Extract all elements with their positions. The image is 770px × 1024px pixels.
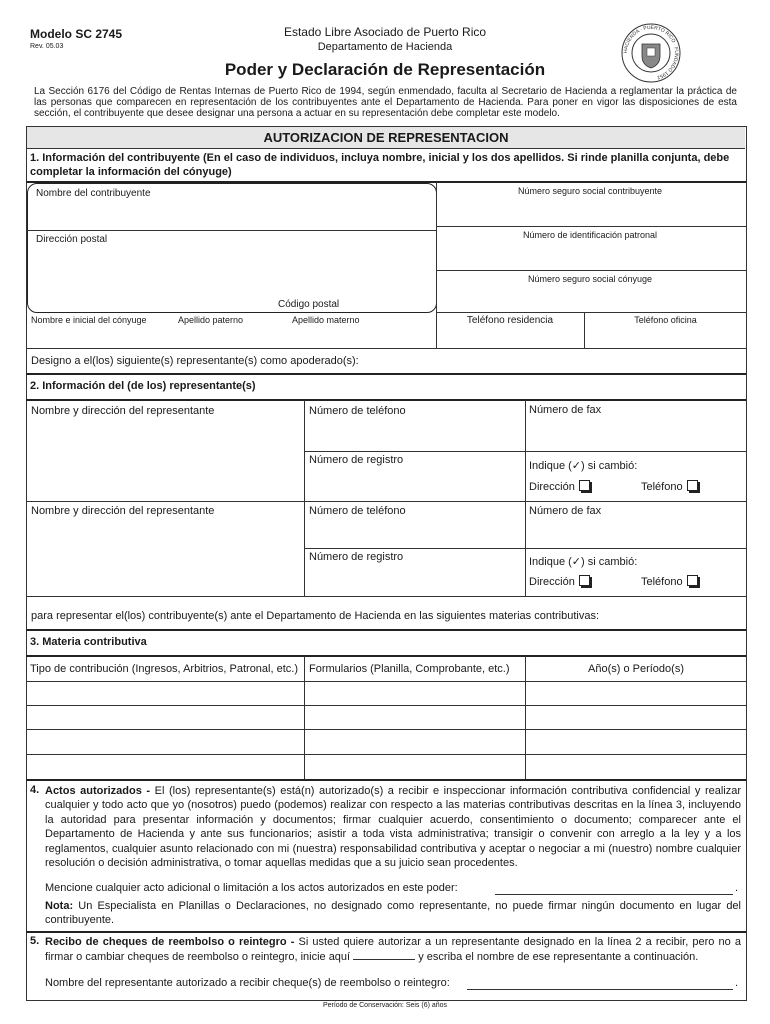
rep1-registration-label: Número de registro [309, 454, 404, 466]
rep1-name-address-field[interactable] [30, 420, 300, 498]
section-2-title: 2. Información del (de los) representante(s) [30, 380, 256, 392]
spouse-name-field[interactable] [30, 326, 430, 346]
refund-rep-name-label: Nombre del representante autorizado a recibir cheque(s) de reembolso o reintegro: [45, 977, 450, 989]
rep2-address-changed-label: Dirección [529, 576, 575, 588]
additional-acts-field[interactable] [495, 882, 733, 895]
office-phone-label: Teléfono oficina [634, 315, 697, 325]
note-label: Nota: [45, 900, 74, 912]
employer-id-label: Número de identificación patronal [522, 230, 658, 240]
section-5-heading: Recibo de cheques de reembolso o reintegro - [45, 936, 295, 948]
ssn-spouse-field[interactable] [440, 286, 740, 310]
designation-statement: Designo a el(los) siguiente(s) representante(s) como apoderado(s): [31, 355, 359, 367]
section-4-heading: Actos autorizados - [45, 785, 151, 797]
ssn-taxpayer-field[interactable] [440, 198, 740, 224]
forms-cells[interactable] [306, 683, 523, 777]
form-number: Modelo SC 2745 [30, 27, 123, 41]
ssn-spouse-label: Número seguro social cónyuge [527, 274, 653, 284]
taxpayer-name-label: Nombre del contribuyente [36, 188, 151, 199]
rep1-phone-label: Número de teléfono [309, 405, 406, 417]
rep1-address-changed-checkbox[interactable] [529, 480, 590, 493]
taxpayer-name-field[interactable] [36, 200, 426, 226]
forms-header: Formularios (Planilla, Comprobante, etc.) [309, 663, 510, 675]
section-4-text [45, 784, 741, 870]
checkbox-icon [687, 575, 698, 586]
postal-address-label: Dirección postal [36, 234, 108, 245]
home-phone-label: Teléfono residencia [466, 315, 554, 326]
rep2-phone-changed-label: Teléfono [641, 576, 683, 588]
intro-paragraph: La Sección 6176 del Código de Rentas Internas de Puerto Rico de 1994, según enmendado, faculta al Secretario de Hacienda a reglamentar la práctica de las personas que comparecen en representación de los contribuyentes ante el Departamento de Hacienda. Para poner en vigor las disposiciones de esta sección, el contribuyente que desee designar una persona a actuar en su representación debe completar este modelo. [34, 86, 737, 119]
rep2-registration-label: Número de registro [309, 551, 404, 563]
section-4-number: 4. [30, 784, 40, 796]
rep1-fax-label: Número de fax [529, 404, 602, 416]
rep2-name-address-label: Nombre y dirección del representante [31, 505, 215, 517]
tax-type-header: Tipo de contribución (Ingresos, Arbitrios, Patronal, etc.) [30, 663, 298, 675]
postal-address-field[interactable] [36, 246, 426, 296]
rep2-phone-label: Número de teléfono [309, 505, 406, 517]
periods-cells[interactable] [527, 683, 743, 777]
form-title: Poder y Declaración de Representación [224, 60, 546, 79]
rep1-phone-changed-label: Teléfono [641, 481, 683, 493]
representation-statement: para representar el(los) contribuyente(s) ante el Departamento de Hacienda en las siguientes materias contributivas: [31, 610, 600, 622]
zip-code-label: Código postal [278, 299, 340, 310]
rep2-name-address-field[interactable] [30, 520, 300, 594]
section-3-title: 3. Materia contributiva [30, 636, 147, 648]
rep2-address-changed-checkbox[interactable] [529, 575, 590, 588]
rep2-fax-field[interactable] [529, 520, 741, 544]
rep2-fax-label: Número de fax [529, 505, 602, 517]
seal-text: HACIENDA · PUERTO RICO · FUNDADO 1952 [622, 24, 680, 81]
checkbox-icon [687, 480, 698, 491]
rep2-change-indicator-label: Indique (✓) si cambió: [529, 556, 638, 568]
employer-id-field[interactable] [440, 242, 740, 268]
revision-date: Rev. 05.03 [30, 43, 64, 50]
rep1-phone-changed-checkbox[interactable] [641, 480, 698, 493]
rep2-phone-changed-checkbox[interactable] [641, 575, 698, 588]
agency-line-1: Estado Libre Asociado de Puerto Rico [283, 25, 487, 39]
hacienda-seal-logo [620, 22, 682, 84]
spouse-name-label: Nombre e inicial del cónyuge [31, 315, 147, 325]
periods-header: Año(s) o Período(s) [588, 663, 684, 675]
note [45, 899, 741, 928]
section-5-number: 5. [30, 935, 40, 947]
home-phone-field[interactable] [440, 327, 580, 346]
agency-line-2: Departamento de Hacienda [317, 41, 453, 53]
rep1-address-changed-label: Dirección [529, 481, 575, 493]
note-text: Un Especialista en Planillas o Declaraciones, no designado como representante, no puede firmar ningún documento en lugar del contribuyente. [45, 900, 741, 927]
rep1-phone-field[interactable] [309, 420, 521, 448]
office-phone-field[interactable] [588, 327, 743, 346]
additional-acts-label: Mencione cualquier acto adicional o limitación a los actos autorizados en este poder: [45, 882, 458, 894]
paternal-surname-label: Apellido paterno [178, 315, 244, 325]
checkbox-icon [579, 480, 590, 491]
refund-rep-name-field[interactable] [467, 977, 733, 990]
rep1-change-indicator-label: Indique (✓) si cambió: [529, 460, 638, 472]
section-4-body: El (los) representante(s) está(n) autorizado(s) a recibir e inspeccionar información contributiva confidencial y realizar cualquier y todo acto que yo (nosotros) puedo (podemos) realizar con respecto a las materias contributivas descritas en la línea 3, incluyendo la autoridad para presentar información y documentos; firmar cualquier acuerdo, consentimiento o documento; comparecer ante el Departamento de Hacienda y ante sus funcionarios; asistir a toda vista administrativa; transigir o convenir con arreglo a la ley y a los reglamentos, cualquier asunto relacionado con mi (nuestra) responsabilidad contributiva y aceptar o negociar a mi (nuestro) nombre cualquier resolución o decisión administrativa, o tomar aquellas medidas que a su juicio sean procedentes. [45, 785, 742, 870]
rep2-phone-field[interactable] [309, 520, 521, 544]
rep1-fax-field[interactable] [529, 420, 741, 448]
rep2-registration-field[interactable] [309, 566, 521, 592]
section-banner: AUTORIZACION DE REPRESENTACION [27, 127, 745, 149]
tax-type-cells[interactable] [28, 683, 302, 777]
rep1-registration-field[interactable] [309, 470, 521, 498]
ssn-taxpayer-label: Número seguro social contribuyente [517, 186, 663, 196]
section-5-body-1: Si usted quiere autorizar a un representante designado en la línea 2 a recibir, pero no a firmar o cambiar cheques de reembolso o reintegro, inicie aquí [45, 936, 741, 964]
retention-period-footer: Período de Conservación: Seis (6) años [322, 1002, 448, 1009]
section-5-body-2: y escriba el nombre de ese representante a continuación. [418, 951, 699, 964]
initials-field[interactable] [353, 949, 415, 960]
section-5-text [45, 935, 741, 965]
rep1-name-address-label: Nombre y dirección del representante [31, 405, 215, 417]
section-1-title: 1. Información del contribuyente (En el caso de individuos, incluya nombre, inicial y los dos apellidos. Si rinde planilla conjunta, debe completar la información del cónyuge) [30, 152, 730, 178]
checkbox-icon [579, 575, 590, 586]
maternal-surname-label: Apellido materno [292, 315, 360, 325]
